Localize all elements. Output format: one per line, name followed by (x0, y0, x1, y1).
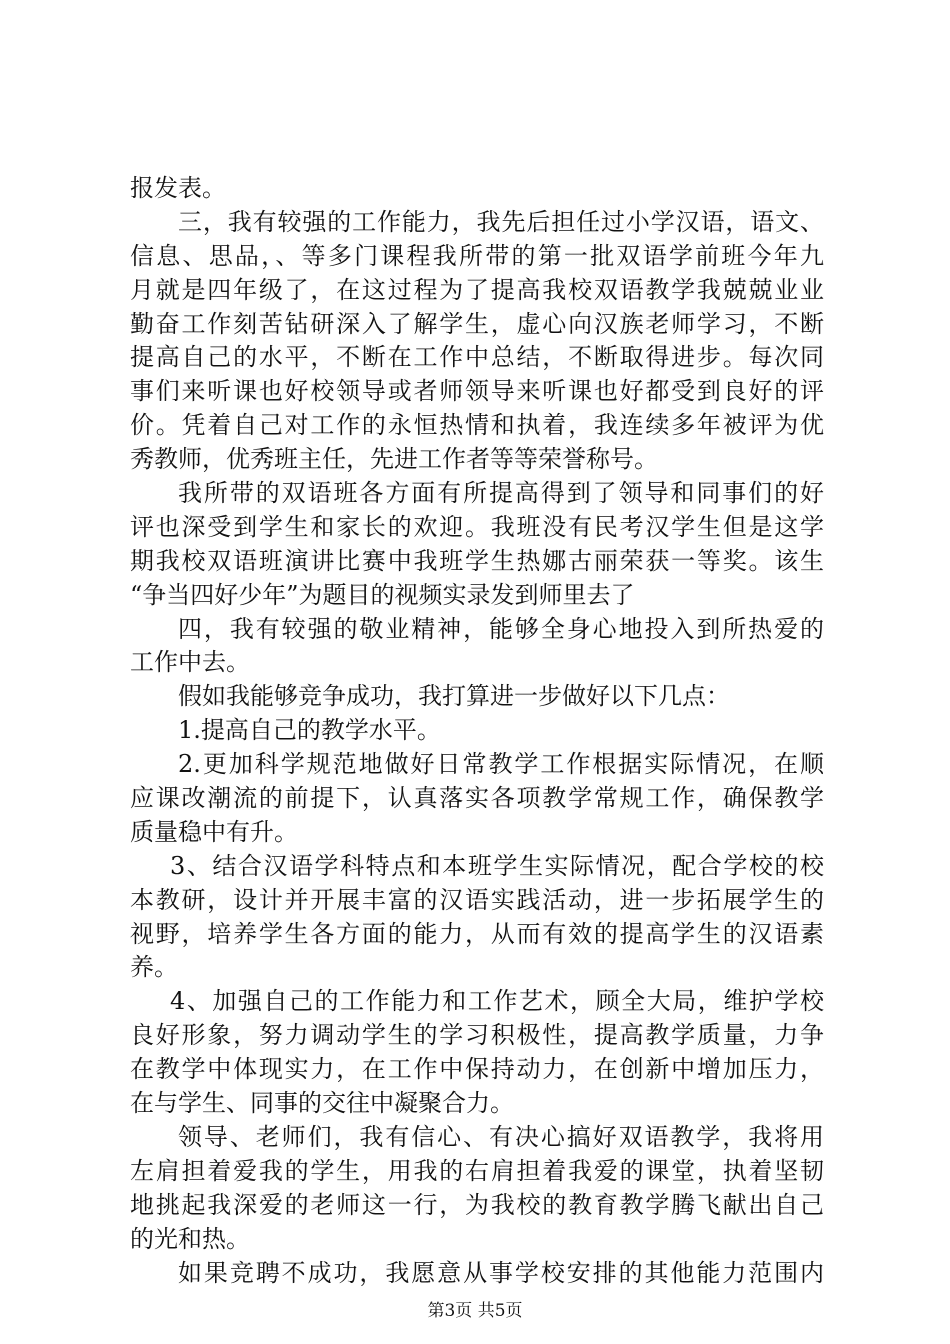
list-item-line: 4、加强自己的工作能力和工作艺术，顾全大局，维护学校 (170, 987, 824, 1016)
paragraph-start-line: 我所带的双语班各方面有所提高得到了领导和同事们的好 (178, 479, 824, 508)
paragraph-start-line: 领导、老师们，我有信心、有决心搞好双语教学，我将用 (178, 1122, 824, 1151)
text-line: 秀教师，优秀班主任，先进工作者等等荣誉称号。 (130, 445, 658, 474)
text-line: 勤奋工作刻苦钻研深入了解学生，虚心向汉族老师学习，不断 (130, 309, 824, 338)
paragraph-start-line: 三，我有较强的工作能力，我先后担任过小学汉语，语文、 (178, 207, 824, 236)
text-line: “争当四好少年”为题目的视频实录发到师里去了 (130, 580, 635, 609)
text-line: 事们来听课也好校领导或者师领导来听课也好都受到良好的评 (130, 377, 824, 406)
list-item-line: 1.提高自己的教学水平。 (178, 716, 441, 745)
text-line: 地挑起我深爱的老师这一行，为我校的教育教学腾飞献出自己 (130, 1190, 824, 1219)
text-line: 在教学中体现实力，在工作中保持动力，在创新中增加压力， (130, 1055, 824, 1084)
paragraph-start-line: 假如我能够竞争成功，我打算进一步做好以下几点： (178, 682, 730, 711)
text-line: 提高自己的水平，不断在工作中总结，不断取得进步。每次同 (130, 343, 824, 372)
document-body (130, 172, 824, 1290)
text-line: 期我校双语班演讲比赛中我班学生热娜古丽荣获一等奖。该生 (130, 546, 824, 575)
paragraph-start-line: 四，我有较强的敬业精神，能够全身心地投入到所热爱的 (178, 614, 824, 643)
text-line: 评也深受到学生和家长的欢迎。我班没有民考汉学生但是这学 (130, 512, 824, 541)
text-line: 左肩担着爱我的学生，用我的右肩担着我爱的课堂，执着坚韧 (130, 1156, 824, 1185)
text-line: 养。 (130, 953, 178, 982)
text-line: 质量稳中有升。 (130, 817, 298, 846)
text-line: 视野，培养学生各方面的能力，从而有效的提高学生的汉语素 (130, 919, 824, 948)
text-line: 的光和热。 (130, 1224, 250, 1253)
list-item-line: 3、结合汉语学科特点和本班学生实际情况，配合学校的校 (170, 851, 824, 880)
text-line: 价。凭着自己对工作的永恒热情和执着，我连续多年被评为优 (130, 411, 824, 440)
list-item-line: 2.更加科学规范地做好日常教学工作根据实际情况，在顺 (178, 750, 824, 779)
text-line: 信息、思品，、等多门课程我所带的第一批双语学前班今年九 (130, 241, 824, 270)
text-line: 在与学生、同事的交往中凝聚合力。 (130, 1089, 514, 1118)
text-line: 本教研，设计并开展丰富的汉语实践活动，进一步拓展学生的 (130, 885, 824, 914)
text-line: 月就是四年级了，在这过程为了提高我校双语教学我兢兢业业 (130, 275, 824, 304)
paragraph-start-line: 如果竞聘不成功，我愿意从事学校安排的其他能力范围内 (178, 1258, 824, 1287)
text-line: 应课改潮流的前提下，认真落实各项教学常规工作，确保教学 (130, 784, 824, 813)
text-line: 工作中去。 (130, 648, 250, 677)
page-number-footer: 第3页 共5页 (427, 1301, 523, 1321)
text-line: 良好形象，努力调动学生的学习积极性，提高教学质量，力争 (130, 1021, 824, 1050)
text-line: 报发表。 (130, 174, 226, 202)
